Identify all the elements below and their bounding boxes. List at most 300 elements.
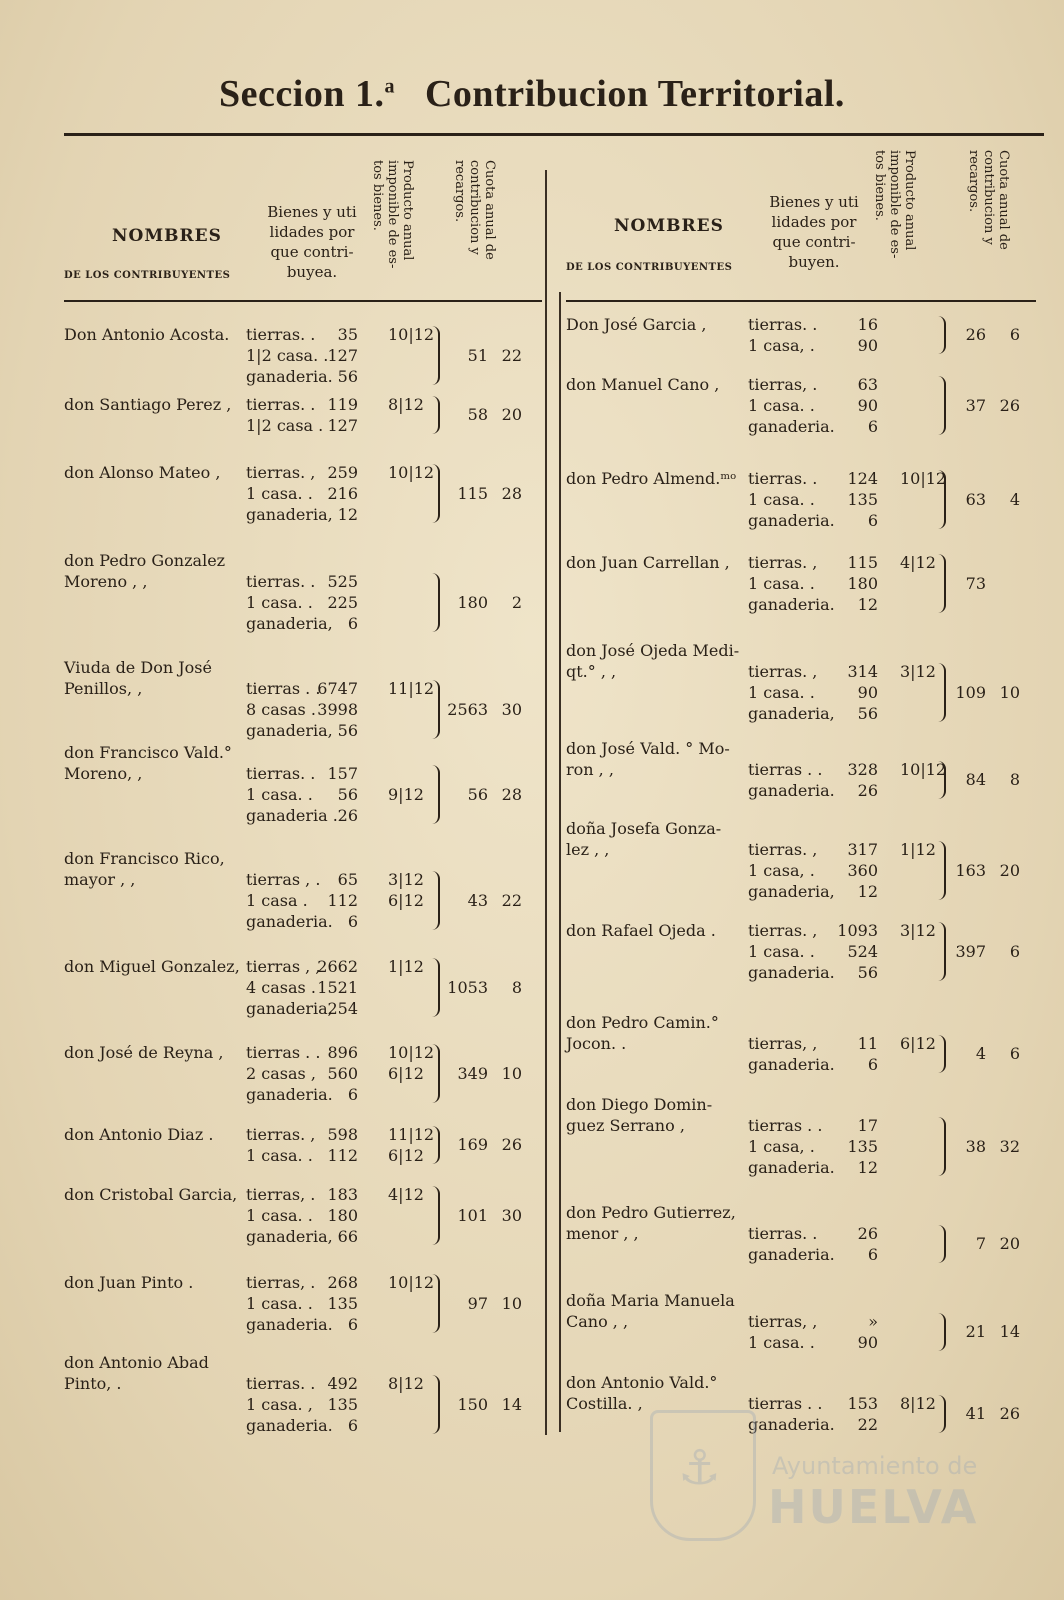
bienes-fraction: 9|12 bbox=[388, 785, 424, 804]
cuota-value bbox=[940, 573, 1020, 594]
contribuyente-name: don Antonio Diaz . bbox=[64, 1125, 214, 1144]
cuota-maravedis: 14 bbox=[501, 1394, 522, 1414]
cuota-value bbox=[940, 1043, 1020, 1064]
contribuyente-name: don Pedro Gonzalez Moreno , , bbox=[64, 551, 226, 591]
bienes-value: 1093 bbox=[837, 921, 878, 940]
bienes-fraction: 6|12 bbox=[900, 1034, 936, 1053]
bienes-item: ganaderia, bbox=[246, 614, 333, 633]
cuota-maravedis: 32 bbox=[999, 1136, 1020, 1156]
bienes-value: 66 bbox=[337, 1227, 358, 1246]
bienes-item: ganaderia. bbox=[748, 963, 835, 982]
bienes-item: 1 casa. . bbox=[748, 683, 815, 702]
cuota-maravedis: 30 bbox=[501, 699, 522, 719]
bienes-item: ganaderia, bbox=[748, 704, 835, 723]
cuota-value bbox=[442, 1063, 522, 1084]
bienes-item: 1 casa. . bbox=[246, 1146, 313, 1165]
brace bbox=[432, 326, 440, 385]
bienes-item: tierras , . bbox=[246, 870, 321, 889]
bienes-value: 896 bbox=[327, 1043, 358, 1062]
bienes-value: 6 bbox=[867, 417, 878, 436]
bienes-value: 26 bbox=[857, 1224, 878, 1243]
bienes-fraction: 4|12 bbox=[900, 553, 936, 572]
bienes-item: 1|2 casa. . bbox=[246, 346, 329, 365]
bienes-item: 4 casas . bbox=[246, 978, 316, 997]
bienes-item: tierras, , bbox=[748, 1034, 818, 1053]
title-rest: Contribucion Territorial. bbox=[424, 73, 845, 115]
header-producto-right: Producto anual imponible de es- tos bienes. bbox=[872, 150, 917, 259]
bienes-value: 6 bbox=[347, 912, 358, 931]
cuota-value bbox=[442, 1394, 522, 1415]
cuota-reales: 73 bbox=[965, 573, 986, 593]
bienes-item: ganaderia. bbox=[748, 1245, 835, 1264]
bienes-value: 112 bbox=[327, 891, 358, 910]
brace bbox=[432, 464, 440, 523]
cuota-maravedis: 20 bbox=[999, 860, 1020, 880]
watermark-line1: Ayuntamiento de bbox=[772, 1452, 978, 1480]
bienes-fraction: 3|12 bbox=[900, 662, 936, 681]
bienes-value: 268 bbox=[327, 1273, 358, 1292]
bienes-item: 1 casa. . bbox=[246, 785, 313, 804]
bienes-value: 6 bbox=[347, 1085, 358, 1104]
bienes-value: 180 bbox=[847, 574, 878, 593]
right-column bbox=[566, 150, 1036, 1434]
bienes-item: tierras. . bbox=[748, 315, 818, 334]
cuota-maravedis: 8 bbox=[1009, 770, 1020, 789]
bienes-item: 1 casa. , bbox=[246, 1395, 313, 1414]
bienes-fraction: 3|12 bbox=[388, 870, 424, 889]
bienes-item: tierras . . bbox=[748, 760, 823, 779]
cuota-maravedis: 8 bbox=[511, 977, 522, 997]
bienes-value: 12 bbox=[337, 505, 358, 524]
bienes-item: ganaderia. bbox=[748, 511, 835, 530]
bienes-item: ganaderia, bbox=[246, 1227, 333, 1246]
bienes-value: 135 bbox=[327, 1395, 358, 1414]
bienes-value: 12 bbox=[857, 1158, 878, 1177]
bienes-fraction: 3|12 bbox=[900, 921, 936, 940]
header-de-los-right: DE LOS CONTRIBUYENTES bbox=[566, 262, 733, 273]
bienes-fraction: 11|12 bbox=[388, 1125, 435, 1144]
bienes-value: 90 bbox=[857, 336, 878, 355]
contribuyente-name: don Pedro Camin.° Jocon. . bbox=[566, 1013, 719, 1053]
cuota-value bbox=[940, 395, 1020, 416]
bienes-fraction: 10|12 bbox=[900, 469, 947, 488]
cuota-value bbox=[442, 1134, 522, 1155]
bienes-value: 16 bbox=[857, 315, 878, 334]
contribuyente-name: doña Maria Manuela Cano , , bbox=[566, 1291, 735, 1331]
page-title bbox=[0, 72, 1064, 116]
bienes-value: 135 bbox=[327, 1294, 358, 1313]
bienes-item: ganaderia, bbox=[246, 505, 333, 524]
bienes-value: 135 bbox=[847, 490, 878, 509]
bienes-item: ganaderia. bbox=[748, 1158, 835, 1177]
contribuyente-name: don José Ojeda Medi- qt.° , , bbox=[566, 641, 740, 681]
contribuyente-name: Don José Garcia , bbox=[566, 315, 707, 334]
bienes-item: tierras. . bbox=[246, 1374, 316, 1393]
cuota-reales: 7 bbox=[975, 1234, 986, 1253]
bienes-value: » bbox=[868, 1312, 878, 1331]
contribuyente-name: don Manuel Cano , bbox=[566, 375, 720, 394]
bienes-value: 6 bbox=[347, 1315, 358, 1334]
bienes-value: 153 bbox=[847, 1394, 878, 1413]
contribuyente-name: don Diego Domin- guez Serrano , bbox=[566, 1095, 713, 1135]
cuota-maravedis: 6 bbox=[1009, 941, 1020, 961]
bienes-item: ganaderia. bbox=[748, 595, 835, 614]
cuota-maravedis: 2 bbox=[511, 592, 522, 612]
bienes-item: tierras. . bbox=[246, 764, 316, 783]
bienes-fraction: 6|12 bbox=[388, 891, 424, 910]
contribuyente-name: don Pedro Almend.ᵐᵒ bbox=[566, 469, 737, 488]
cuota-maravedis: 22 bbox=[501, 345, 522, 365]
cuota-reales: 2563 bbox=[447, 699, 488, 719]
cuota-reales: 115 bbox=[457, 483, 488, 503]
contribuyente-name: doña Josefa Gonza- lez , , bbox=[566, 819, 722, 859]
cuota-reales: 101 bbox=[457, 1205, 488, 1225]
cuota-maravedis: 10 bbox=[501, 1063, 522, 1083]
bienes-value: 22 bbox=[857, 1415, 878, 1434]
bienes-value: 6 bbox=[347, 614, 358, 633]
cuota-reales: 397 bbox=[955, 941, 986, 961]
column-divider-left bbox=[545, 170, 547, 1435]
contribuyente-name: don Rafael Ojeda . bbox=[566, 921, 716, 940]
cuota-reales: 51 bbox=[467, 345, 488, 365]
bienes-fraction: 1|12 bbox=[388, 957, 424, 976]
bienes-value: 115 bbox=[847, 553, 878, 572]
bienes-value: 560 bbox=[327, 1064, 358, 1083]
bienes-fraction: 10|12 bbox=[388, 325, 435, 344]
contribuyente-name: don Santiago Perez , bbox=[64, 395, 232, 414]
cuota-value bbox=[442, 404, 522, 425]
brace bbox=[432, 871, 440, 930]
bienes-item: 1 casa. . bbox=[748, 1333, 815, 1352]
bienes-item: ganaderia. bbox=[748, 417, 835, 436]
brace bbox=[432, 958, 440, 1017]
bienes-value: 6747 bbox=[317, 679, 358, 698]
bienes-value: 524 bbox=[847, 942, 878, 961]
bienes-item: ganaderia, bbox=[246, 999, 333, 1018]
bienes-item: tierras , , bbox=[246, 957, 321, 976]
bienes-item: 1 casa. . bbox=[748, 574, 815, 593]
bienes-value: 1521 bbox=[317, 978, 358, 997]
bienes-value: 90 bbox=[857, 396, 878, 415]
bienes-value: 2662 bbox=[317, 957, 358, 976]
bienes-item: tierras, . bbox=[246, 1273, 316, 1292]
bienes-item: tierras, , bbox=[748, 1312, 818, 1331]
contribuyente-name: don Juan Pinto . bbox=[64, 1273, 194, 1292]
contribuyente-name: don José Vald. ° Mo- ron , , bbox=[566, 739, 730, 779]
bienes-value: 26 bbox=[857, 781, 878, 800]
bienes-fraction: 10|12 bbox=[900, 760, 947, 779]
bienes-item: ganaderia. bbox=[748, 1415, 835, 1434]
cuota-maravedis: 10 bbox=[501, 1293, 522, 1313]
header-bienes-right: Bienes y uti lidades por que contri- buyen. bbox=[769, 193, 859, 271]
bienes-value: 11 bbox=[857, 1034, 878, 1053]
bienes-value: 12 bbox=[857, 882, 878, 901]
contribuyente-name: don Pedro Gutierrez, menor , , bbox=[566, 1203, 736, 1243]
bienes-item: ganaderia. bbox=[246, 367, 333, 386]
bienes-item: tierras, . bbox=[748, 375, 818, 394]
bienes-value: 180 bbox=[327, 1206, 358, 1225]
bienes-item: ganaderia. bbox=[748, 781, 835, 800]
contribuyente-name: don Miguel Gonzalez, bbox=[64, 957, 240, 976]
title-rule bbox=[64, 133, 1044, 136]
bienes-value: 598 bbox=[327, 1125, 358, 1144]
bienes-value: 135 bbox=[847, 1137, 878, 1156]
bienes-item: tierras. , bbox=[748, 553, 818, 572]
brace bbox=[432, 765, 440, 824]
bienes-item: ganaderia. bbox=[246, 1085, 333, 1104]
contribuyente-name: Don Antonio Acosta. bbox=[64, 325, 230, 344]
contribuyente-name: don Francisco Rico, mayor , , bbox=[64, 849, 225, 889]
contribuyente-name: don Cristobal Garcia, bbox=[64, 1185, 238, 1204]
bienes-value: 124 bbox=[847, 469, 878, 488]
bienes-item: tierras. . bbox=[246, 572, 316, 591]
bienes-item: 1 casa. . bbox=[246, 484, 313, 503]
bienes-value: 314 bbox=[847, 662, 878, 681]
bienes-item: tierras. , bbox=[748, 921, 818, 940]
bienes-item: 1 casa, . bbox=[748, 336, 815, 355]
bienes-value: 328 bbox=[847, 760, 878, 779]
brace bbox=[432, 573, 440, 632]
bienes-item: ganaderia, bbox=[246, 721, 333, 740]
contribuyente-name: don Antonio Vald.° Costilla. , bbox=[566, 1373, 718, 1413]
cuota-reales: 150 bbox=[457, 1394, 488, 1414]
bienes-value: 56 bbox=[857, 963, 878, 982]
bienes-value: 360 bbox=[847, 861, 878, 880]
bienes-value: 90 bbox=[857, 683, 878, 702]
bienes-fraction: 4|12 bbox=[388, 1185, 424, 1204]
cuota-maravedis: 30 bbox=[501, 1205, 522, 1225]
bienes-value: 254 bbox=[327, 999, 358, 1018]
bienes-item: ganaderia. bbox=[748, 1055, 835, 1074]
bienes-item: 1 casa. . bbox=[748, 396, 815, 415]
contribuyente-name: don Antonio Abad Pinto, . bbox=[64, 1353, 209, 1393]
cuota-reales: 58 bbox=[467, 405, 488, 424]
bienes-value: 216 bbox=[327, 484, 358, 503]
contribuyente-name: don Francisco Vald.° Moreno, , bbox=[64, 743, 232, 783]
cuota-reales: 97 bbox=[467, 1293, 488, 1313]
cuota-value bbox=[442, 592, 522, 613]
bienes-item: 1 casa. . bbox=[748, 490, 815, 509]
bienes-item: 1 casa, . bbox=[748, 1137, 815, 1156]
cuota-value bbox=[940, 1136, 1020, 1157]
cuota-value bbox=[442, 699, 522, 720]
cuota-value bbox=[442, 483, 522, 504]
bienes-item: tierras . . bbox=[246, 1043, 321, 1062]
cuota-value bbox=[442, 890, 522, 911]
left-header bbox=[64, 150, 542, 302]
bienes-value: 65 bbox=[337, 870, 358, 889]
header-de-los: DE LOS CONTRIBUYENTES bbox=[64, 270, 231, 281]
cuota-maravedis: 20 bbox=[501, 405, 522, 424]
cuota-reales: 180 bbox=[457, 592, 488, 612]
contribuyente-name: Viuda de Don José Penillos, , bbox=[64, 658, 212, 698]
contribuyente-name: don Juan Carrellan , bbox=[566, 553, 730, 572]
bienes-value: 90 bbox=[857, 1333, 878, 1352]
bienes-item: tierras. . bbox=[246, 325, 316, 344]
cuota-maravedis: 10 bbox=[999, 682, 1020, 702]
bienes-item: tierras, . bbox=[246, 1185, 316, 1204]
cuota-maravedis: 4 bbox=[1009, 489, 1020, 509]
bienes-fraction: 1|12 bbox=[900, 840, 936, 859]
cuota-maravedis: 14 bbox=[999, 1322, 1020, 1341]
bienes-value: 127 bbox=[327, 416, 358, 435]
cuota-maravedis: 26 bbox=[999, 395, 1020, 415]
cuota-value bbox=[442, 1293, 522, 1314]
bienes-value: 183 bbox=[327, 1185, 358, 1204]
bienes-item: 1 casa, . bbox=[748, 861, 815, 880]
bienes-value: 525 bbox=[327, 572, 358, 591]
anchor-icon: ⚓ bbox=[678, 1440, 722, 1496]
bienes-value: 6 bbox=[867, 1245, 878, 1264]
bienes-value: 56 bbox=[337, 785, 358, 804]
bienes-item: 1 casa. . bbox=[748, 942, 815, 961]
bienes-fraction: 6|12 bbox=[388, 1146, 424, 1165]
bienes-value: 259 bbox=[327, 463, 358, 482]
cuota-reales: 169 bbox=[457, 1135, 488, 1154]
cuota-reales: 56 bbox=[467, 784, 488, 804]
bienes-fraction: 11|12 bbox=[388, 679, 435, 698]
bienes-value: 56 bbox=[337, 367, 358, 386]
bienes-value: 6 bbox=[347, 1416, 358, 1435]
cuota-reales: 163 bbox=[955, 860, 986, 880]
bienes-item: 1 casa . bbox=[246, 891, 308, 910]
cuota-reales: 84 bbox=[965, 770, 986, 789]
bienes-item: tierras . . bbox=[748, 1394, 823, 1413]
bienes-fraction: 8|12 bbox=[388, 395, 424, 414]
cuota-value bbox=[442, 345, 522, 366]
bienes-value: 3998 bbox=[317, 700, 358, 719]
bienes-value: 119 bbox=[327, 395, 358, 414]
bienes-value: 56 bbox=[337, 721, 358, 740]
cuota-reales: 43 bbox=[467, 890, 488, 910]
title-main: Seccion 1. bbox=[219, 73, 385, 115]
cuota-maravedis: 28 bbox=[501, 483, 522, 503]
cuota-value bbox=[940, 682, 1020, 703]
bienes-value: 6 bbox=[867, 1055, 878, 1074]
cuota-maravedis: 6 bbox=[1009, 1044, 1020, 1063]
bienes-item: tierras. , bbox=[246, 463, 316, 482]
brace bbox=[432, 1186, 440, 1245]
watermark-line2: HUELVA bbox=[768, 1480, 979, 1534]
bienes-item: tierras. , bbox=[748, 840, 818, 859]
header-cuota: Cuota anual de contribucion y recargos. bbox=[452, 160, 497, 260]
bienes-item: 1 casa. . bbox=[246, 1294, 313, 1313]
cuota-value bbox=[940, 860, 1020, 881]
cuota-value bbox=[940, 769, 1020, 790]
bienes-item: tierras. . bbox=[246, 395, 316, 414]
bienes-item: tierras . . bbox=[748, 1116, 823, 1135]
cuota-value bbox=[940, 941, 1020, 962]
brace bbox=[432, 1126, 440, 1164]
bienes-fraction: 10|12 bbox=[388, 1273, 435, 1292]
bienes-item: tierras. , bbox=[246, 1125, 316, 1144]
watermark-logo bbox=[650, 1410, 980, 1540]
header-nombres-right: NOMBRES bbox=[614, 216, 724, 236]
bienes-value: 12 bbox=[857, 595, 878, 614]
cuota-reales: 63 bbox=[965, 489, 986, 509]
bienes-value: 63 bbox=[857, 375, 878, 394]
cuota-reales: 26 bbox=[965, 325, 986, 344]
cuota-reales: 38 bbox=[965, 1136, 986, 1156]
bienes-fraction: 8|12 bbox=[900, 1394, 936, 1413]
cuota-reales: 4 bbox=[975, 1044, 986, 1063]
cuota-value bbox=[442, 977, 522, 998]
bienes-value: 17 bbox=[857, 1116, 878, 1135]
cuota-value bbox=[940, 1321, 1020, 1342]
bienes-value: 26 bbox=[337, 806, 358, 825]
bienes-fraction: 10|12 bbox=[388, 1043, 435, 1062]
contribuyente-name: don Alonso Mateo , bbox=[64, 463, 221, 482]
column-divider-right bbox=[559, 292, 561, 1432]
header-bienes: Bienes y uti lidades por que contri- buyea. bbox=[267, 203, 357, 281]
bienes-value: 127 bbox=[327, 346, 358, 365]
bienes-fraction: 8|12 bbox=[388, 1374, 424, 1393]
bienes-value: 112 bbox=[327, 1146, 358, 1165]
cuota-maravedis: 20 bbox=[999, 1234, 1020, 1253]
bienes-item: ganaderia. bbox=[246, 912, 333, 931]
bienes-item: ganaderia, bbox=[748, 882, 835, 901]
cuota-maravedis: 26 bbox=[999, 1404, 1020, 1423]
bienes-item: tierras . . bbox=[246, 679, 321, 698]
cuota-value bbox=[940, 324, 1020, 345]
cuota-maravedis: 22 bbox=[501, 890, 522, 910]
brace bbox=[432, 1044, 440, 1103]
left-column bbox=[64, 150, 542, 1435]
cuota-maravedis: 26 bbox=[501, 1135, 522, 1154]
header-cuota-right: Cuota anual de contribucion y recargos. bbox=[966, 150, 1011, 250]
contribuyente-name: don José de Reyna , bbox=[64, 1043, 224, 1062]
bienes-item: tierras. . bbox=[748, 469, 818, 488]
bienes-item: tierras. , bbox=[748, 662, 818, 681]
bienes-value: 6 bbox=[867, 511, 878, 530]
bienes-value: 225 bbox=[327, 593, 358, 612]
bienes-value: 56 bbox=[857, 704, 878, 723]
bienes-item: 1 casa. . bbox=[246, 1206, 313, 1225]
brace bbox=[432, 1375, 440, 1434]
cuota-maravedis: 6 bbox=[1009, 325, 1020, 344]
cuota-reales: 1053 bbox=[447, 977, 488, 997]
cuota-value bbox=[940, 489, 1020, 510]
bienes-item: ganaderia . bbox=[246, 806, 338, 825]
bienes-value: 492 bbox=[327, 1374, 358, 1393]
bienes-fraction: 10|12 bbox=[388, 463, 435, 482]
bienes-item: 1 casa. . bbox=[246, 593, 313, 612]
cuota-reales: 109 bbox=[955, 682, 986, 702]
brace bbox=[432, 680, 440, 739]
brace bbox=[432, 396, 440, 434]
cuota-value bbox=[442, 784, 522, 805]
cuota-reales: 21 bbox=[965, 1322, 986, 1341]
title-sup: a bbox=[384, 75, 395, 98]
bienes-item: ganaderia. bbox=[246, 1315, 333, 1334]
cuota-reales: 41 bbox=[965, 1404, 986, 1423]
header-nombres: NOMBRES bbox=[112, 226, 222, 246]
bienes-value: 35 bbox=[337, 325, 358, 344]
bienes-value: 317 bbox=[847, 840, 878, 859]
cuota-maravedis: 28 bbox=[501, 784, 522, 804]
brace bbox=[432, 1274, 440, 1333]
bienes-item: tierras. . bbox=[748, 1224, 818, 1243]
bienes-item: ganaderia. bbox=[246, 1416, 333, 1435]
bienes-item: 2 casas , bbox=[246, 1064, 316, 1083]
header-producto: Producto anual imponible de es- tos bienes. bbox=[370, 160, 415, 269]
bienes-value: 157 bbox=[327, 764, 358, 783]
bienes-fraction: 6|12 bbox=[388, 1064, 424, 1083]
cuota-value bbox=[940, 1233, 1020, 1254]
bienes-item: 8 casas . bbox=[246, 700, 316, 719]
right-header bbox=[566, 150, 1036, 302]
cuota-reales: 37 bbox=[965, 395, 986, 415]
